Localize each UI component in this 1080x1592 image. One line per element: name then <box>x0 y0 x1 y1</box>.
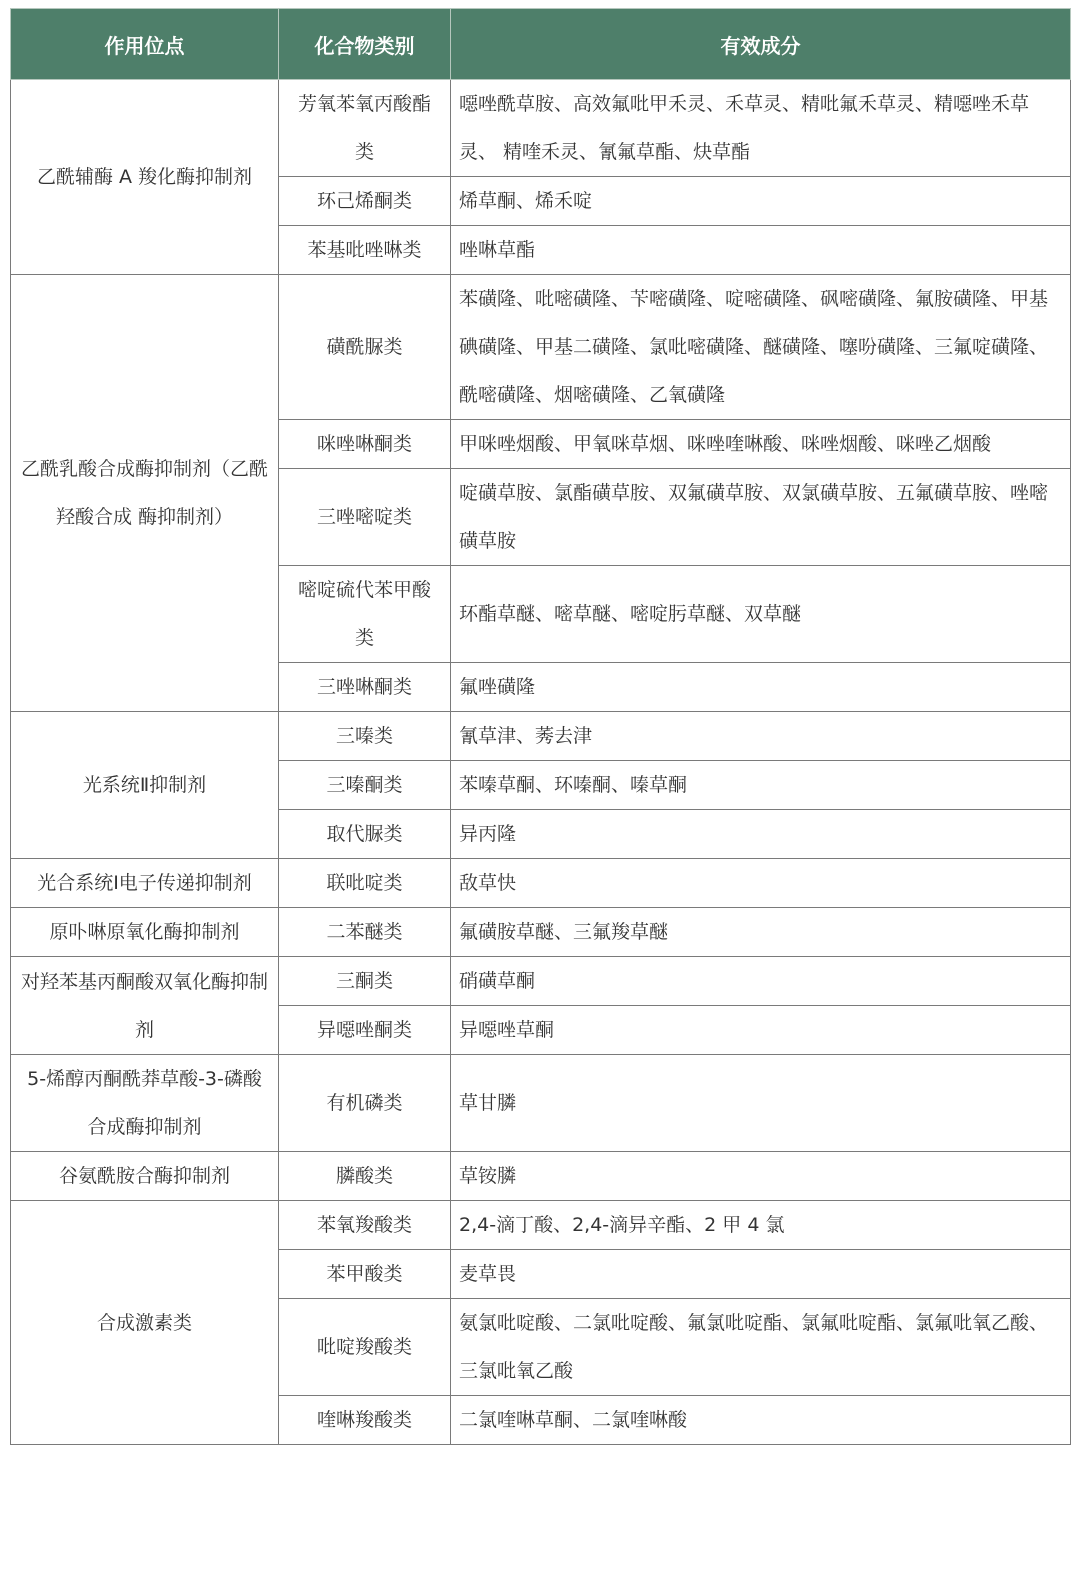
ingredients-cell: 二氯喹啉草酮、二氯喹啉酸 <box>451 1396 1071 1445</box>
class-cell: 取代脲类 <box>279 810 451 859</box>
ingredients-cell: 环酯草醚、嘧草醚、嘧啶肟草醚、双草醚 <box>451 566 1071 663</box>
site-cell: 对羟苯基丙酮酸双氧化酶抑制剂 <box>11 957 279 1055</box>
site-cell: 合成激素类 <box>11 1201 279 1445</box>
site-cell: 原卟啉原氧化酶抑制剂 <box>11 908 279 957</box>
ingredients-cell: 烯草酮、烯禾啶 <box>451 177 1071 226</box>
ingredients-cell: 2,4-滴丁酸、2,4-滴异辛酯、2 甲 4 氯 <box>451 1201 1071 1250</box>
class-cell: 二苯醚类 <box>279 908 451 957</box>
header-ingredients: 有效成分 <box>451 9 1071 80</box>
class-cell: 芳氧苯氧丙酸酯类 <box>279 80 451 177</box>
class-cell: 三唑嘧啶类 <box>279 469 451 566</box>
ingredients-cell: 硝磺草酮 <box>451 957 1071 1006</box>
site-cell: 谷氨酰胺合酶抑制剂 <box>11 1152 279 1201</box>
class-cell: 咪唑啉酮类 <box>279 420 451 469</box>
ingredients-cell: 氟唑磺隆 <box>451 663 1071 712</box>
ingredients-cell: 氰草津、莠去津 <box>451 712 1071 761</box>
ingredients-cell: 敌草快 <box>451 859 1071 908</box>
site-cell: 5-烯醇丙酮酰莽草酸-3-磷酸合成酶抑制剂 <box>11 1055 279 1152</box>
class-cell: 膦酸类 <box>279 1152 451 1201</box>
ingredients-cell: 苯嗪草酮、环嗪酮、嗪草酮 <box>451 761 1071 810</box>
header-row <box>11 9 1071 80</box>
ingredients-cell: 苯磺隆、吡嘧磺隆、苄嘧磺隆、啶嘧磺隆、砜嘧磺隆、氟胺磺隆、甲基碘磺隆、甲基二磺隆、氯吡嘧磺隆、醚磺隆、噻吩磺隆、三氟啶磺隆、酰嘧磺隆、烟嘧磺隆、乙氧磺隆 <box>451 275 1071 420</box>
class-cell: 环己烯酮类 <box>279 177 451 226</box>
class-cell: 苯氧羧酸类 <box>279 1201 451 1250</box>
class-cell: 联吡啶类 <box>279 859 451 908</box>
table-row <box>11 1201 1071 1250</box>
ingredients-cell: 甲咪唑烟酸、甲氧咪草烟、咪唑喹啉酸、咪唑烟酸、咪唑乙烟酸 <box>451 420 1071 469</box>
ingredients-cell: 麦草畏 <box>451 1250 1071 1299</box>
table-row <box>11 1055 1071 1152</box>
class-cell: 吡啶羧酸类 <box>279 1299 451 1396</box>
class-cell: 嘧啶硫代苯甲酸类 <box>279 566 451 663</box>
ingredients-cell: 啶磺草胺、氯酯磺草胺、双氟磺草胺、双氯磺草胺、五氟磺草胺、唑嘧磺草胺 <box>451 469 1071 566</box>
class-cell: 苯甲酸类 <box>279 1250 451 1299</box>
site-cell: 光合系统Ⅰ电子传递抑制剂 <box>11 859 279 908</box>
site-cell: 乙酰辅酶 A 羧化酶抑制剂 <box>11 80 279 275</box>
class-cell: 苯基吡唑啉类 <box>279 226 451 275</box>
table-row <box>11 80 1071 177</box>
class-cell: 三酮类 <box>279 957 451 1006</box>
table-row <box>11 957 1071 1006</box>
class-cell: 三嗪类 <box>279 712 451 761</box>
class-cell: 磺酰脲类 <box>279 275 451 420</box>
site-cell: 光系统Ⅱ抑制剂 <box>11 712 279 859</box>
ingredients-cell: 噁唑酰草胺、高效氟吡甲禾灵、禾草灵、精吡氟禾草灵、精噁唑禾草灵、 精喹禾灵、氰氟草酯、炔草酯 <box>451 80 1071 177</box>
header-site: 作用位点 <box>11 9 279 80</box>
site-cell: 乙酰乳酸合成酶抑制剂（乙酰羟酸合成 酶抑制剂） <box>11 275 279 712</box>
table-row <box>11 859 1071 908</box>
table-row <box>11 1152 1071 1201</box>
ingredients-cell: 异噁唑草酮 <box>451 1006 1071 1055</box>
ingredients-cell: 草铵膦 <box>451 1152 1071 1201</box>
class-cell: 有机磷类 <box>279 1055 451 1152</box>
class-cell: 异噁唑酮类 <box>279 1006 451 1055</box>
ingredients-cell: 草甘膦 <box>451 1055 1071 1152</box>
ingredients-cell: 唑啉草酯 <box>451 226 1071 275</box>
header-class: 化合物类别 <box>279 9 451 80</box>
class-cell: 喹啉羧酸类 <box>279 1396 451 1445</box>
table-row <box>11 712 1071 761</box>
ingredients-cell: 氟磺胺草醚、三氟羧草醚 <box>451 908 1071 957</box>
herbicide-table <box>10 8 1071 1445</box>
table-row <box>11 908 1071 957</box>
ingredients-cell: 氨氯吡啶酸、二氯吡啶酸、氟氯吡啶酯、氯氟吡啶酯、氯氟吡氧乙酸、三氯吡氧乙酸 <box>451 1299 1071 1396</box>
table-row <box>11 275 1071 420</box>
class-cell: 三唑啉酮类 <box>279 663 451 712</box>
class-cell: 三嗪酮类 <box>279 761 451 810</box>
ingredients-cell: 异丙隆 <box>451 810 1071 859</box>
